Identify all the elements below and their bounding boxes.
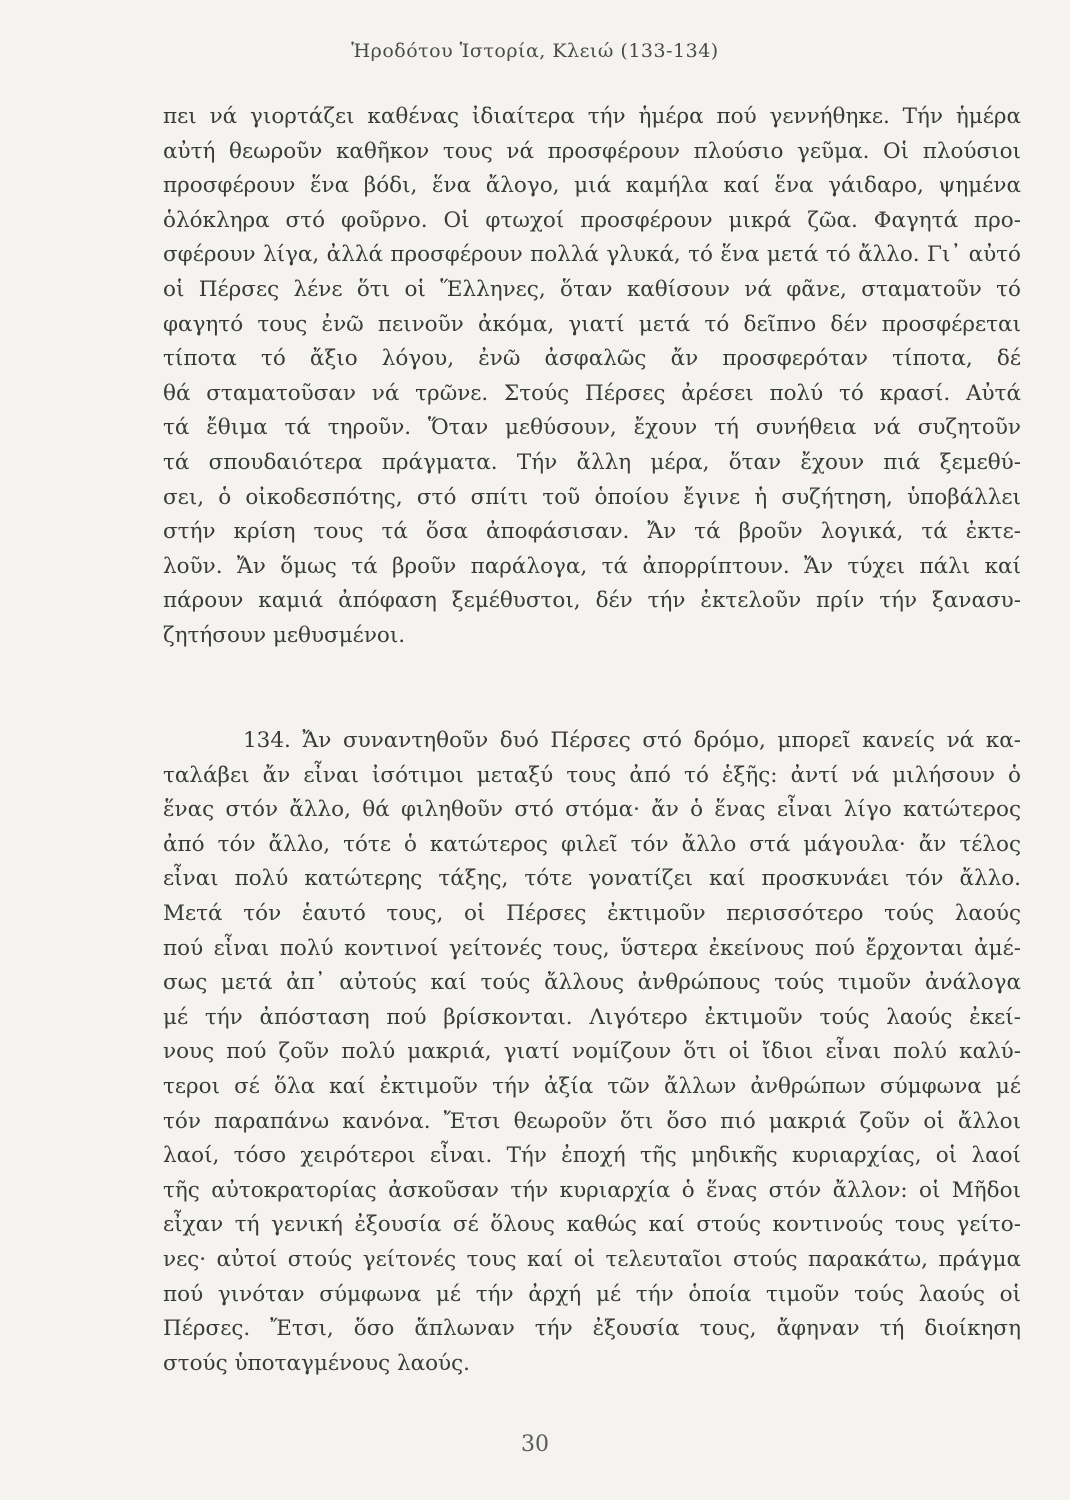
text-line: ἕνας στόν ἄλλο, θά φιληθοῦν στό στόμα· ἄν ὁ ἕνας εἶναι λίγο κατώτερος — [163, 797, 1021, 823]
text-line: τά ἔθιμα τά τηροῦν. Ὅταν μεθύσουν, ἔχουν τή συνήθεια νά συζητοῦν — [163, 415, 1021, 441]
text-line: ὁλόκληρα στό φοῦρνο. Οἱ φτωχοί προσφέρουν μικρά ζῶα. Φαγητά προ- — [163, 207, 1021, 233]
text-line: θά σταματοῦσαν νά τρῶνε. Στούς Πέρσες ἀρέσει πολύ τό κρασί. Αὐτά — [163, 380, 1021, 406]
text-line: στούς ὑποταγμένους λαούς. — [163, 1350, 470, 1376]
text-line: τῆς αὐτοκρατορίας ἀσκοῦσαν τήν κυριαρχία ὁ ἕνας στόν ἄλλον: οἱ Μῆδοι — [163, 1177, 1021, 1203]
text-line: μέ τήν ἀπόσταση πού βρίσκονται. Λιγότερο ἐκτιμοῦν τούς λαούς ἐκεί- — [163, 1004, 1021, 1030]
text-line: προσφέρουν ἕνα βόδι, ἕνα ἄλογο, μιά καμήλα καί ἕνα γάιδαρο, ψημένα — [163, 173, 1021, 199]
text-line: ζητήσουν μεθυσμένοι. — [163, 622, 406, 648]
running-head: Ἡροδότου Ἱστορία, Κλειώ (133-134) — [351, 40, 719, 62]
text-line: ἀπό τόν ἄλλο, τότε ὁ κατώτερος φιλεῖ τόν ἄλλο στά μάγουλα· ἄν τέλος — [163, 831, 1021, 857]
text-line: σει, ὁ οἰκοδεσπότης, στό σπίτι τοῦ ὁποίου ἔγινε ἡ συζήτηση, ὑποβάλλει — [163, 484, 1021, 510]
text-line: σφέρουν λίγα, ἀλλά προσφέρουν πολλά γλυκά, τό ἕνα μετά τό ἄλλο. Γι᾿ αὐτό — [163, 242, 1021, 268]
text-line: εἶναι πολύ κατώτερης τάξης, τότε γονατίζει καί προσκυνάει τόν ἄλλο. — [163, 866, 1021, 892]
text-line: νες· αὐτοί στούς γείτονές τους καί οἱ τελευταῖοι στούς παρακάτω, πράγμα — [163, 1246, 1021, 1272]
paragraph-134 — [163, 724, 1021, 1381]
text-line: Μετά τόν ἑαυτό τους, οἱ Πέρσες ἐκτιμοῦν περισσότερο τούς λαούς — [163, 900, 1021, 926]
text-line: πού εἶναι πολύ κοντινοί γείτονές τους, ὕστερα ἐκείνους πού ἔρχονται ἀμέ- — [163, 935, 1021, 961]
page-number: 30 — [521, 1432, 549, 1457]
text-line: 134. Ἄν συναντηθοῦν δυό Πέρσες στό δρόμο, μπορεῖ κανείς νά κα- — [243, 728, 1021, 753]
text-line: τόν παραπάνω κανόνα. Ἔτσι θεωροῦν ὅτι ὅσο πιό μακριά ζοῦν οἱ ἄλλοι — [163, 1108, 1021, 1134]
text-line: εἶχαν τή γενική ἐξουσία σέ ὅλους καθώς καί στούς κοντινούς τους γείτο- — [163, 1212, 1021, 1238]
text-line: λαοί, τόσο χειρότεροι εἶναι. Τήν ἐποχή τῆς μηδικῆς κυριαρχίας, οἱ λαοί — [163, 1143, 1021, 1169]
text-line: στήν κρίση τους τά ὅσα ἀποφάσισαν. Ἄν τά βροῦν λογικά, τά ἐκτε- — [163, 519, 1021, 545]
text-line: τά σπουδαιότερα πράγματα. Τήν ἄλλη μέρα, ὅταν ἔχουν πιά ξεμεθύ- — [163, 449, 1021, 475]
text-line: Πέρσες. Ἔτσι, ὅσο ἅπλωναν τήν ἐξουσία τους, ἄφηναν τή διοίκηση — [163, 1316, 1021, 1342]
text-line: αὐτή θεωροῦν καθῆκον τους νά προσφέρουν πλούσιο γεῦμα. Οἱ πλούσιοι — [163, 138, 1021, 164]
text-line: οἱ Πέρσες λένε ὅτι οἱ Ἕλληνες, ὅταν καθίσουν νά φᾶνε, σταματοῦν τό — [163, 276, 1021, 302]
text-line: πού γινόταν σύμφωνα μέ τήν ἀρχή μέ τήν ὁποία τιμοῦν τούς λαούς οἱ — [163, 1281, 1021, 1307]
text-line: πει νά γιορτάζει καθένας ἰδιαίτερα τήν ἡμέρα πού γεννήθηκε. Τήν ἡμέρα — [163, 104, 1021, 129]
text-line: ταλάβει ἄν εἶναι ἰσότιμοι μεταξύ τους ἀπό τό ἑξῆς: ἀντί νά μιλήσουν ὁ — [163, 762, 1021, 788]
text-line: πάρουν καμιά ἀπόφαση ξεμέθυστοι, δέν τήν ἐκτελοῦν πρίν τήν ξανασυ- — [163, 588, 1021, 614]
text-line: φαγητό τους ἐνῶ πεινοῦν ἀκόμα, γιατί μετά τό δεῖπνο δέν προσφέρεται — [163, 311, 1021, 337]
text-line: σως μετά ἀπ᾿ αὐτούς καί τούς ἄλλους ἀνθρώπους τούς τιμοῦν ἀνάλογα — [163, 970, 1021, 996]
text-line: τίποτα τό ἄξιο λόγου, ἐνῶ ἀσφαλῶς ἄν προσφερόταν τίποτα, δέ — [163, 346, 1021, 372]
text-line: λοῦν. Ἄν ὅμως τά βροῦν παράλογα, τά ἀπορρίπτουν. Ἄν τύχει πάλι καί — [163, 553, 1021, 579]
text-line: νους πού ζοῦν πολύ μακριά, γιατί νομίζουν ὅτι οἱ ἴδιοι εἶναι πολύ καλύ- — [163, 1039, 1021, 1065]
text-line: τεροι σέ ὅλα καί ἐκτιμοῦν τήν ἀξία τῶν ἄλλων ἀνθρώπων σύμφωνα μέ — [163, 1073, 1021, 1099]
paragraph-133 — [163, 100, 1021, 654]
